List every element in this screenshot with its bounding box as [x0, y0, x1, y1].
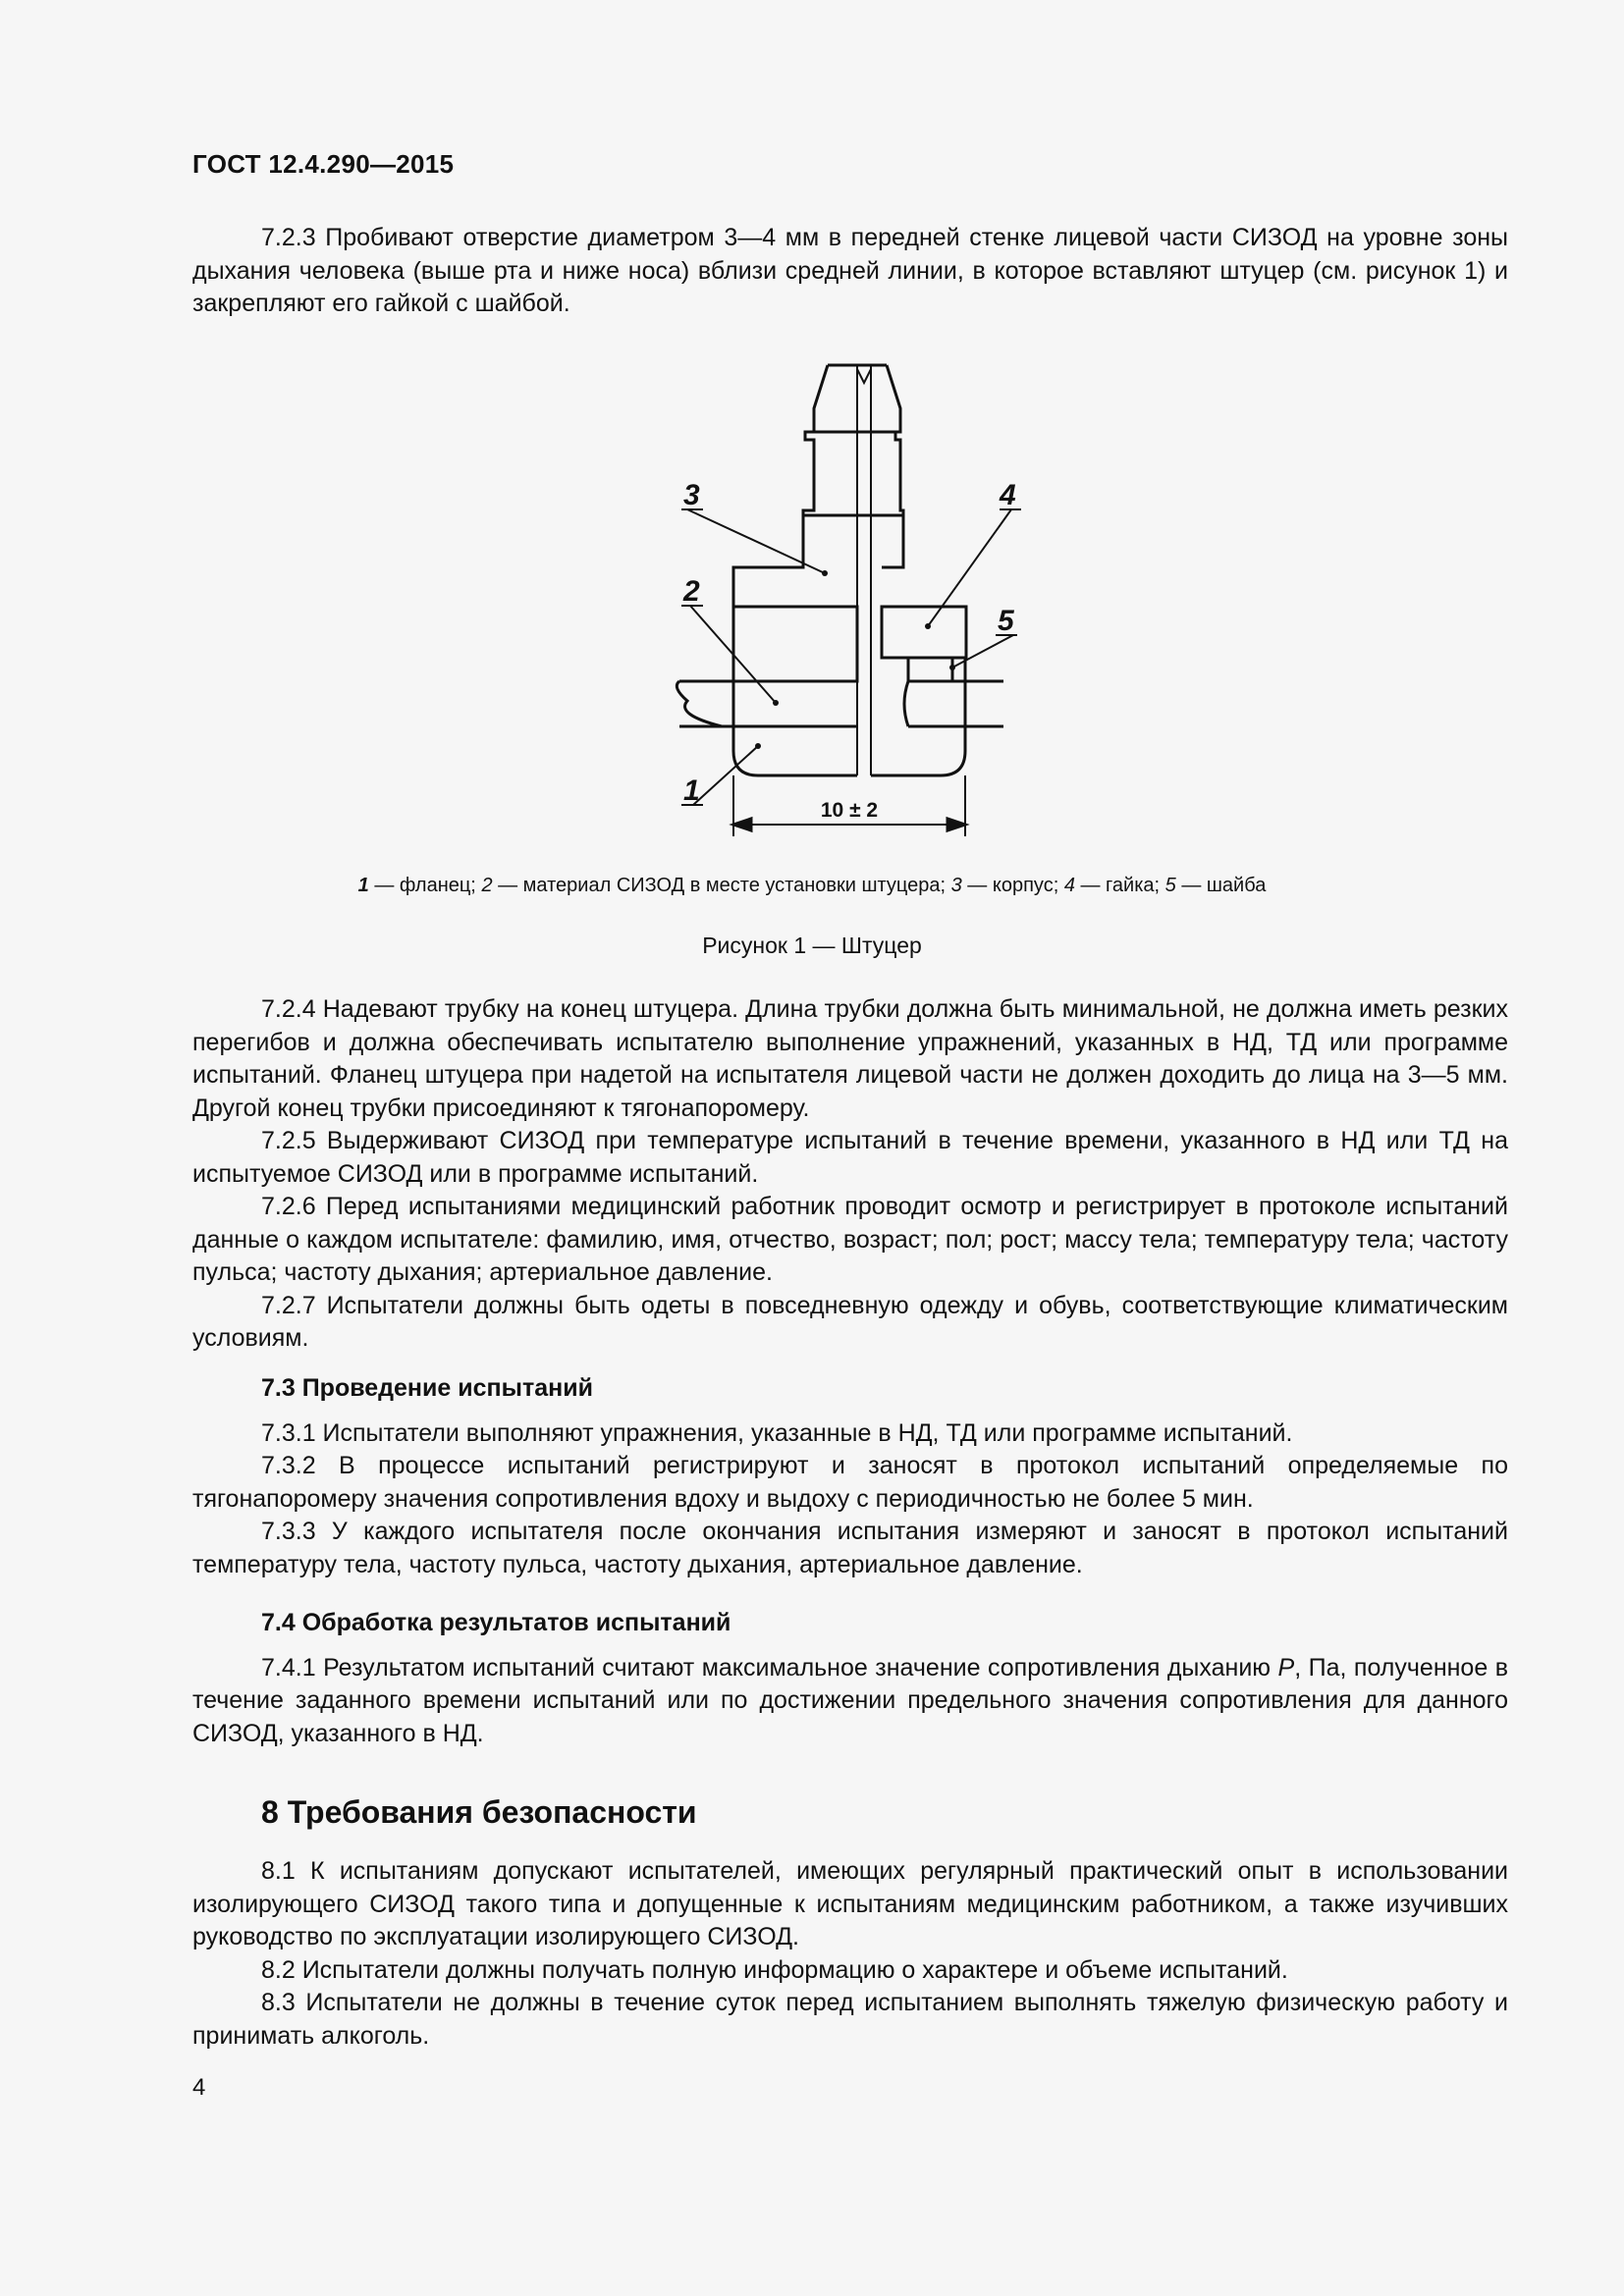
section-7-3 [192, 1372, 1508, 1581]
section-7-4 [192, 1607, 1508, 1750]
paragraph-7-2-5: 7.2.5 Выдерживают СИЗОД при температуре испытаний в течение времени, указанного в НД или ТД на испытуемое СИЗОД или в программе испытаний. [192, 1127, 1508, 1188]
paragraph-7-3-2: 7.3.2 В процессе испытаний регистрируют и заносят в протокол испытаний определяемые по тягонапоромеру значения сопротивления вдоху и выдоху с периодичностью не более 5 мин. [192, 1452, 1508, 1513]
legend-text-5: — шайба [1175, 875, 1267, 896]
heading-7-4: 7.4 Обработка результатов испытаний [261, 1609, 731, 1636]
callout-2: 2 [683, 575, 700, 608]
legend-text-2: — материал СИЗОД в месте установки штуцера; [492, 875, 951, 896]
bore-tip [857, 369, 871, 383]
paragraph-7-2-6: 7.2.6 Перед испытаниями медицинский работник проводит осмотр и регистрирует в протоколе испытаний данные о каждом испытателе: фамилию, имя, отчество, возраст; пол; рост; массу тела; температуру тела; частоту пульса; частоту дыхания; артериальное давление. [192, 1193, 1508, 1286]
washer [908, 658, 952, 681]
document-header: ГОСТ 12.4.290—2015 [192, 149, 455, 179]
section-8 [192, 1855, 1508, 2053]
callout-1: 1 [683, 774, 700, 807]
figure-fitting-drawing [0, 353, 1624, 864]
paragraph-7-4-1: 7.4.1 Результатом испытаний считают максимальное значение сопротивления дыханию P, Па, полученное в течение заданного времени испытаний или по достижении предельного значения сопротивления для данного СИЗОД, указанного в НД. [192, 1653, 1508, 1747]
paragraph-8-3: 8.3 Испытатели не должны в течение суток перед испытанием выполнять тяжелую физическую работу и принимать алкоголь. [192, 1989, 1508, 2050]
heading-section-8: 8 Требования безопасности [261, 1794, 697, 1830]
figure-legend [0, 873, 1624, 898]
paragraph-7-2-7: 7.2.7 Испытатели должны быть одеты в повседневную одежду и обувь, соответствующие климатическим условиям. [192, 1291, 1508, 1352]
paragraph-group-mid [192, 993, 1508, 1356]
nut [882, 607, 966, 658]
dimension-arrow-left [733, 819, 751, 830]
variable-p: P [1277, 1653, 1295, 1682]
paragraph-7-2-3: 7.2.3 Пробивают отверстие диаметром 3—4 мм в передней стенке лицевой части СИЗОД на уровне зоны дыхания человека (выше рта и ниже носа) вблизи средней линии, в которое вставляют штуцер (см. рисунок 1) и закрепляют его гайкой с шайбой. [192, 224, 1508, 317]
heading-7-3: 7.3 Проведение испытаний [261, 1374, 593, 1402]
legend-num-1: 1 [357, 875, 369, 896]
paragraph-7-3-1: 7.3.1 Испытатели выполняют упражнения, указанные в НД, ТД или программе испытаний. [261, 1418, 1293, 1447]
legend-text-4: — гайка; [1074, 875, 1165, 896]
leader-5 [952, 635, 1013, 667]
legend-num-5: 5 [1164, 875, 1176, 896]
legend-num-4: 4 [1063, 875, 1075, 896]
legend-text-3: — корпус; [961, 875, 1064, 896]
page-number: 4 [192, 2074, 206, 2101]
figure-caption: Рисунок 1 — Штуцер [702, 933, 922, 958]
paragraph-group-top [192, 222, 1508, 321]
nipple-right-contour [882, 365, 903, 567]
legend-num-2: 2 [481, 875, 493, 896]
paragraph-8-1: 8.1 К испытаниям допускают испытателей, имеющих регулярный практический опыт в использовании изолирующего СИЗОД такого типа и допущенные к испытаниям медицинским работником, а также изучивших руководство по эксплуатации изолирующего СИЗОД. [192, 1857, 1508, 1950]
flange [733, 726, 965, 775]
material-left [677, 681, 857, 726]
paragraph-7-3-3: 7.3.3 У каждого испытателя после окончания испытания измеряют и заносят в протокол испытаний температуру тела, частоту пульса, частоту дыхания, артериальное давление. [192, 1518, 1508, 1578]
body-block [733, 607, 857, 681]
paragraph-7-2-4: 7.2.4 Надевают трубку на конец штуцера. Длина трубки должна быть минимальной, не должна иметь резких перегибов и должна обеспечивать испытателю выполнение упражнений, указанных в НД, ТД или программе испытаний. Фланец штуцера при надетой на испытателя лицевой части не должен доходить до лица на 3—5 мм. Другой конец трубки присоединяют к тягонапоромеру. [192, 995, 1508, 1122]
dimension-arrow-right [947, 819, 965, 830]
legend-num-3: 3 [950, 875, 962, 896]
nipple-left-contour [733, 365, 828, 607]
callout-4: 4 [1000, 479, 1016, 511]
callout-3: 3 [683, 479, 700, 511]
dimension-label: 10 ± 2 [820, 799, 879, 822]
paragraph-8-2: 8.2 Испытатели должны получать полную информацию о характере и объеме испытаний. [261, 1955, 1288, 1984]
material-right [904, 681, 1003, 726]
legend-text-1: — фланец; [368, 875, 482, 896]
callout-5: 5 [998, 605, 1014, 637]
